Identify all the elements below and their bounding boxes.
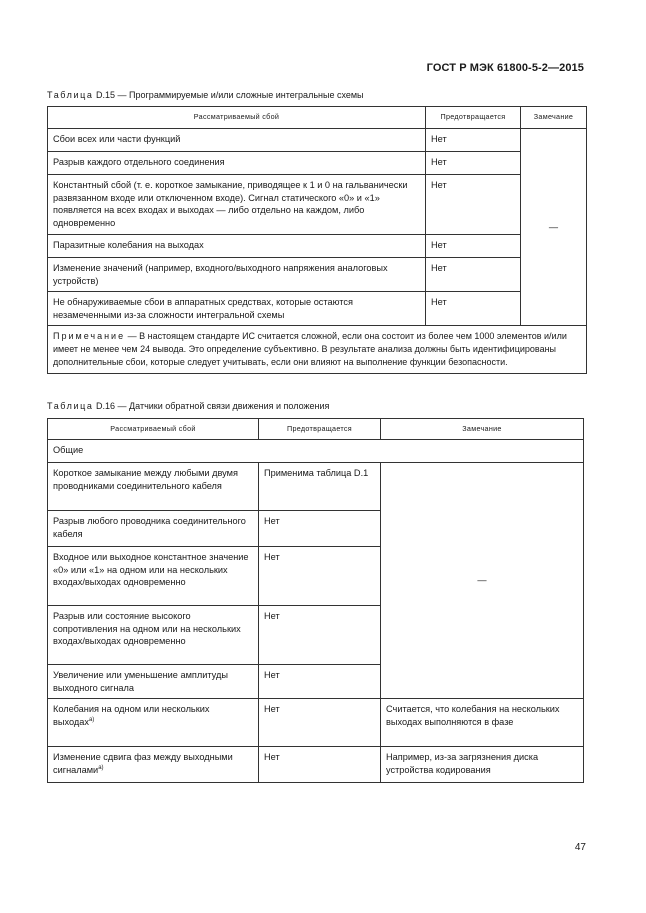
fault-text: Колебания на одном или нескольких выходах: [53, 704, 210, 727]
table-row: [48, 258, 587, 292]
note-label: Примечание: [53, 331, 126, 341]
table-row: [48, 175, 587, 235]
caption-title: — Программируемые и/или сложные интегральные схемы: [117, 90, 364, 100]
note-text: — В настоящем стандарте ИС считается сложной, если она состоит из более чем 1000 элементов и/или имеет не менее чем 24 вывода. Это определение субъективно. В результате анализа должны быть идентифицированы дополнительные сбои, которые следует учитывать, если они влияют на выполнение функции безопасности.: [53, 331, 567, 367]
page-number: 47: [574, 842, 586, 853]
prevented-cell: Нет: [426, 129, 521, 152]
prevented-cell: Нет: [259, 606, 381, 665]
fault-cell: Сбои всех или части функций: [48, 129, 426, 152]
table-d16: [47, 418, 584, 783]
table-row: [48, 152, 587, 175]
prevented-cell: Нет: [259, 665, 381, 699]
prevented-cell: Нет: [426, 292, 521, 326]
column-header: Рассматриваемый сбой: [48, 419, 259, 440]
fault-cell: Константный сбой (т. е. короткое замыкание, приводящее к 1 и 0 на гальванически развязанном входе или отключенном входе). Сигнал статического «0» и «1» появляется на всех входах и выходах — либо отдельно на каждом, либо одновременно: [48, 175, 426, 235]
table-row: [48, 747, 584, 783]
fault-cell: [48, 699, 259, 747]
table-d15: [47, 106, 587, 374]
fault-text: Изменение сдвига фаз между выходными сигналами: [53, 752, 233, 775]
column-header: Замечание: [381, 419, 584, 440]
column-header: Предотвращается: [259, 419, 381, 440]
fault-cell: Не обнаруживаемые сбои в аппаратных средствах, которые остаются незамеченными из-за сложности интегральной схемы: [48, 292, 426, 326]
column-header: Рассматриваемый сбой: [48, 107, 426, 129]
prevented-cell: Нет: [426, 258, 521, 292]
fault-cell: Изменение значений (например, входного/выходного напряжения аналоговых устройств): [48, 258, 426, 292]
table-note: [48, 326, 587, 374]
table-row: [48, 129, 587, 152]
prevented-cell: Нет: [426, 175, 521, 235]
fault-cell: Разрыв любого проводника соединительного кабеля: [48, 511, 259, 547]
prevented-cell: Нет: [259, 747, 381, 783]
fault-cell: Короткое замыкание между любыми двумя проводниками соединительного кабеля: [48, 463, 259, 511]
table-d15-caption: [47, 90, 364, 100]
table-row: [48, 463, 584, 511]
remark-cell: Например, из-за загрязнения диска устройства кодирования: [381, 747, 584, 783]
remark-cell: —: [521, 129, 587, 326]
fault-cell: Увеличение или уменьшение амплитуды выходного сигнала: [48, 665, 259, 699]
fault-cell: Входное или выходное константное значение «0» или «1» на одном или на нескольких входах/выходах одновременно: [48, 547, 259, 606]
footnote-marker: a): [98, 764, 104, 771]
fault-cell: Разрыв каждого отдельного соединения: [48, 152, 426, 175]
fault-cell: Паразитные колебания на выходах: [48, 235, 426, 258]
caption-id: D.15: [96, 90, 116, 100]
group-label: Общие: [48, 440, 584, 463]
note-row: [48, 326, 587, 374]
prevented-cell: Нет: [259, 699, 381, 747]
group-row: [48, 440, 584, 463]
prevented-cell: Применима таблица D.1: [259, 463, 381, 511]
fault-cell: Разрыв или состояние высокого сопротивления на одном или на нескольких входах/выходах одновременно: [48, 606, 259, 665]
fault-cell: [48, 747, 259, 783]
prevented-cell: Нет: [259, 511, 381, 547]
prevented-cell: Нет: [426, 235, 521, 258]
footnote-marker: a): [88, 716, 95, 723]
table-d16-caption: [47, 401, 329, 411]
prevented-cell: Нет: [426, 152, 521, 175]
caption-title: — Датчики обратной связи движения и положения: [117, 401, 330, 411]
document-id: ГОСТ Р МЭК 61800-5-2—2015: [426, 62, 584, 74]
column-header: Замечание: [521, 107, 587, 129]
remark-cell: —: [381, 463, 584, 699]
table-row: [48, 235, 587, 258]
table-row: [48, 699, 584, 747]
caption-prefix: Таблица: [47, 401, 94, 411]
table-row: [48, 292, 587, 326]
remark-cell: Считается, что колебания на нескольких выходах выполняются в фазе: [381, 699, 584, 747]
prevented-cell: Нет: [259, 547, 381, 606]
caption-id: D.16: [96, 401, 116, 411]
caption-prefix: Таблица: [47, 90, 94, 100]
column-header: Предотвращается: [426, 107, 521, 129]
